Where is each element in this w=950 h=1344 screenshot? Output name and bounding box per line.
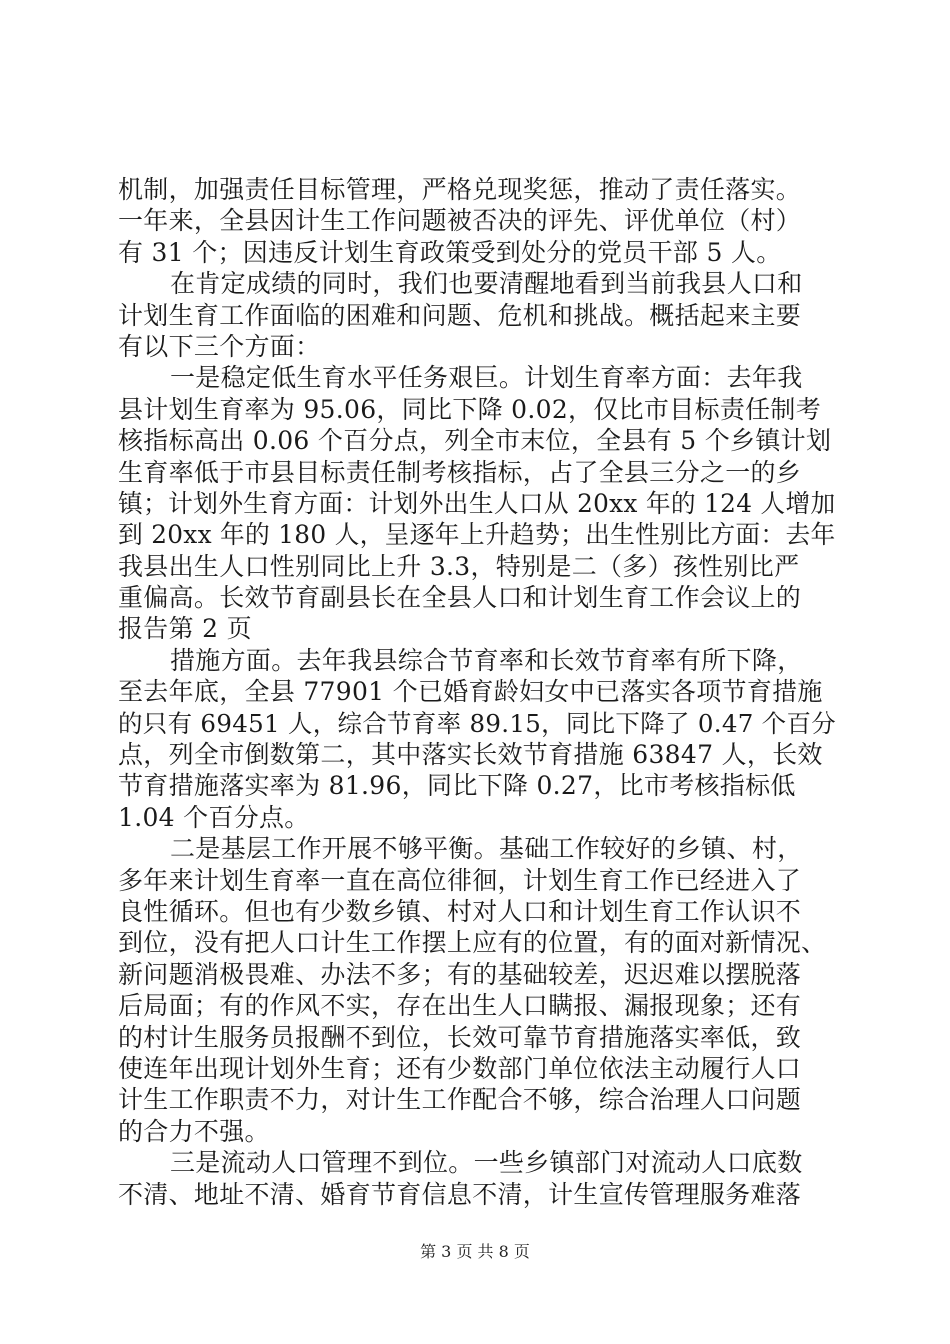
text-line: 我县出生人口性别同比上升 3.3，特别是二（多）孩性别比严 — [118, 551, 800, 581]
text-line: 至去年底，全县 77901 个已婚育龄妇女中已落实各项节育措施 — [118, 677, 823, 707]
text-line: 计生工作职责不力，对计生工作配合不够，综合治理人口问题 — [118, 1085, 802, 1115]
text-line: 一年来，全县因计生工作问题被否决的评先、评优单位（村） — [118, 206, 802, 236]
text-line: 有以下三个方面： — [118, 331, 321, 361]
text-line: 不清、地址不清、婚育节育信息不清，计生宣传管理服务难落 — [118, 1179, 802, 1209]
text-line: 的合力不强。 — [118, 1116, 270, 1146]
text-line: 良性循环。但也有少数乡镇、村对人口和计划生育工作认识不 — [118, 896, 802, 926]
text-line: 新问题消极畏难、办法不多；有的基础较差，迟迟难以摆脱落 — [118, 959, 802, 989]
text-line: 计划生育工作面临的困难和问题、危机和挑战。概括起来主要 — [118, 300, 802, 330]
text-line: 核指标高出 0.06 个百分点，列全市末位，全县有 5 个乡镇计划 — [118, 426, 832, 456]
paragraph-first-line: 措施方面。去年我县综合节育率和长效节育率有所下降， — [170, 645, 803, 675]
text-line: 使连年出现计划外生育；还有少数部门单位依法主动履行人口 — [118, 1053, 802, 1083]
body-text — [118, 174, 836, 1210]
text-line: 机制，加强责任目标管理，严格兑现奖惩，推动了责任落实。 — [118, 175, 802, 204]
text-line: 的村计生服务员报酬不到位，长效可靠节育措施落实率低，致 — [118, 1022, 802, 1052]
paragraph-first-line: 三是流动人口管理不到位。一些乡镇部门对流动人口底数 — [170, 1148, 803, 1178]
text-line: 点，列全市倒数第二，其中落实长效节育措施 63847 人，长效 — [118, 740, 823, 770]
text-line: 后局面；有的作风不实，存在出生人口瞒报、漏报现象；还有 — [118, 991, 802, 1021]
page-footer: 第 3 页 共 8 页 — [420, 1242, 530, 1261]
text-line: 生育率低于市县目标责任制考核指标，占了全县三分之一的乡 — [118, 457, 802, 487]
text-line: 到 20xx 年的 180 人，呈逐年上升趋势；出生性别比方面：去年 — [118, 520, 836, 550]
text-line: 镇；计划外生育方面：计划外出生人口从 20xx 年的 124 人增加 — [118, 488, 836, 518]
text-line: 到位，没有把人口计生工作摆上应有的位置，有的面对新情况、 — [118, 928, 827, 958]
paragraph-first-line: 一是稳定低生育水平任务艰巨。计划生育率方面：去年我 — [170, 363, 803, 393]
text-line: 节育措施落实率为 81.96，同比下降 0.27，比市考核指标低 — [118, 771, 796, 801]
text-line: 有 31 个；因违反计划生育政策受到处分的党员干部 5 人。 — [118, 237, 782, 267]
paragraph-first-line: 在肯定成绩的同时，我们也要清醒地看到当前我县人口和 — [170, 269, 803, 299]
text-line: 1.04 个百分点。 — [118, 802, 310, 832]
text-line: 报告第 2 页 — [118, 614, 252, 644]
text-line: 县计划生育率为 95.06，同比下降 0.02，仅比市目标责任制考 — [118, 394, 822, 424]
paragraph-first-line: 二是基层工作开展不够平衡。基础工作较好的乡镇、村， — [170, 834, 803, 864]
text-line: 的只有 69451 人，综合节育率 89.15，同比下降了 0.47 个百分 — [118, 708, 837, 738]
text-line: 重偏高。长效节育副县长在全县人口和计划生育工作会议上的 — [118, 583, 802, 613]
text-line: 多年来计划生育率一直在高位徘徊，计划生育工作已经进入了 — [118, 865, 802, 895]
